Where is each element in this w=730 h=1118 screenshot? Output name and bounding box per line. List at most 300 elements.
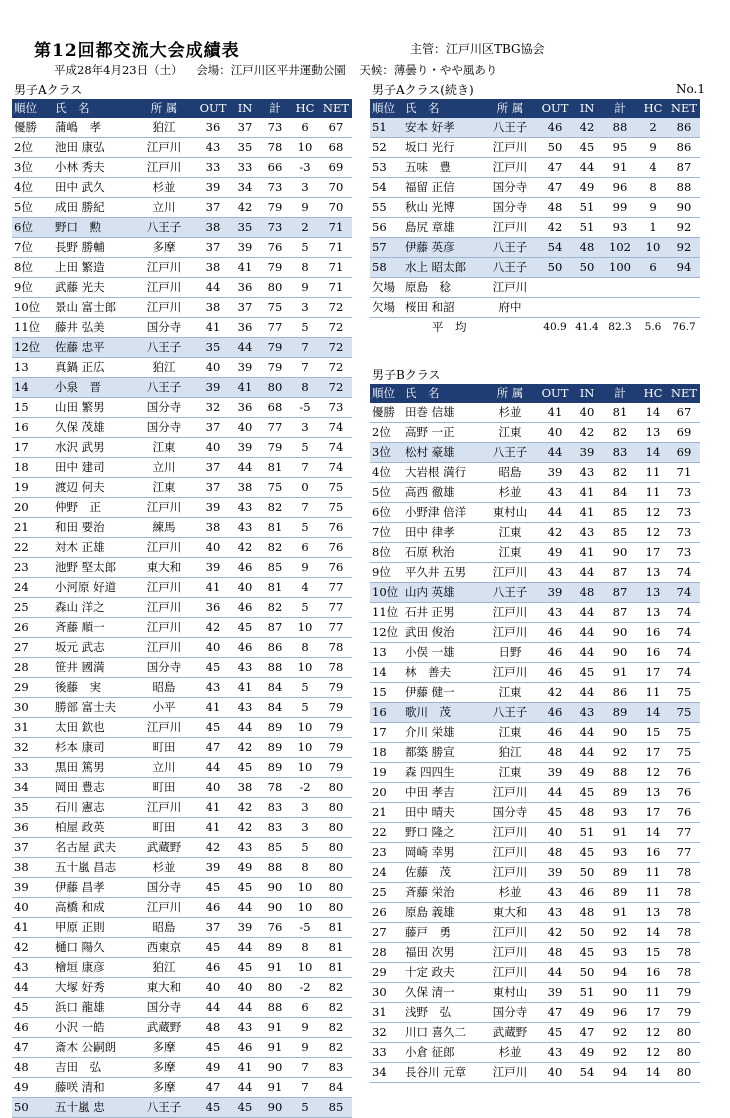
- col-rank: 44: [14, 980, 29, 994]
- col-total: 88: [267, 860, 283, 874]
- col-name: 藤咲 清和: [55, 1080, 105, 1094]
- col-total: 84: [267, 700, 283, 714]
- col-name: 森 四四生: [405, 765, 455, 779]
- col-rank: 30: [14, 700, 29, 714]
- col-in: 41: [237, 380, 253, 394]
- col-rank: 22: [14, 540, 29, 554]
- col-net: 71: [328, 220, 344, 234]
- col-in: 44: [579, 625, 595, 639]
- col-name: 斉藤 順一: [55, 620, 105, 634]
- col-rank: 29: [372, 965, 387, 979]
- col-out: 43: [205, 680, 221, 694]
- col-club: 立川: [152, 460, 176, 474]
- col-rank: 20: [372, 785, 387, 799]
- table-row: [370, 523, 700, 543]
- class-b-table: [370, 384, 700, 1083]
- table-row: [370, 983, 700, 1003]
- col-hc: 17: [645, 805, 661, 819]
- col-club: 武蔵野: [146, 840, 182, 854]
- col-name: 柏屋 政英: [55, 820, 105, 834]
- col-hc: 12: [645, 505, 661, 519]
- col-out: 43: [547, 485, 563, 499]
- col-net: 78: [676, 925, 692, 939]
- col-total: 89: [612, 785, 628, 799]
- col-club: 八王子: [146, 1100, 182, 1114]
- col-total: 78: [267, 780, 283, 794]
- col-rank: 31: [372, 1005, 387, 1019]
- col-rank: 13: [372, 645, 387, 659]
- col-total: 77: [267, 320, 283, 334]
- col-hc: 16: [645, 965, 661, 979]
- table-row: [370, 863, 700, 883]
- col-in: 44: [237, 460, 253, 474]
- col-hc: 5: [301, 440, 309, 454]
- col-out: 41: [205, 820, 221, 834]
- col-rank: 14: [14, 380, 29, 394]
- col-name: 平久井 五男: [405, 565, 467, 579]
- col-name: 斎木 公嗣朗: [55, 1040, 117, 1054]
- col-hc: 14: [645, 405, 661, 419]
- col-out: 40: [205, 360, 221, 374]
- col-total: 90: [267, 1100, 283, 1114]
- col-total: 90: [267, 880, 283, 894]
- col-in: 36: [237, 400, 253, 414]
- class-b-label: 男子Bクラス: [372, 368, 441, 382]
- col-name: 田中 建司: [55, 460, 105, 474]
- average-col-net: 76.7: [672, 321, 696, 333]
- col-in: 43: [237, 500, 253, 514]
- col-hc: 17: [645, 1005, 661, 1019]
- col-club: 江戸川: [146, 620, 182, 634]
- table-row: [370, 583, 700, 603]
- col-club: 八王子: [492, 445, 528, 459]
- col-hc: 10: [297, 140, 313, 154]
- col-club: 西東京: [146, 940, 182, 954]
- col-rank: 10位: [372, 585, 399, 599]
- col-in: 41: [237, 1060, 253, 1074]
- col-total: 93: [612, 845, 628, 859]
- col-net: 86: [676, 140, 692, 154]
- col-net: 73: [676, 545, 692, 559]
- document-title: 第12回都交流大会成績表: [34, 41, 240, 61]
- col-name: 小泉 晋: [55, 380, 101, 394]
- col-in: 54: [579, 1065, 595, 1079]
- col-in: 45: [579, 845, 595, 859]
- col-total: 85: [267, 560, 283, 574]
- col-in: 49: [579, 765, 595, 779]
- col-in: [572, 298, 602, 318]
- col-rank: 38: [14, 860, 29, 874]
- col-club: 江戸川: [146, 160, 182, 174]
- table-row: [12, 398, 352, 418]
- col-name: 小林 秀夫: [55, 160, 105, 174]
- col-rank: 30: [372, 985, 387, 999]
- table-row: [12, 658, 352, 678]
- col-net: 80: [328, 820, 344, 834]
- col-hc: 12: [645, 525, 661, 539]
- col-name: 池田 康弘: [55, 140, 105, 154]
- col-rank: 11位: [372, 605, 399, 619]
- col-out: 46: [205, 960, 221, 974]
- col-name: 長谷川 元章: [405, 1065, 467, 1079]
- col-hc: 13: [645, 565, 661, 579]
- col-hc: 16: [645, 645, 661, 659]
- col-name: 吉田 弘: [55, 1060, 101, 1074]
- header-col-name: 氏 名: [405, 101, 440, 115]
- col-out: 39: [205, 860, 221, 874]
- col-net: 75: [676, 745, 692, 759]
- col-rank: 19: [372, 765, 387, 779]
- table-row: [370, 218, 700, 238]
- col-out: 46: [205, 900, 221, 914]
- col-club: 江戸川: [492, 280, 528, 294]
- col-rank: 11位: [14, 320, 41, 334]
- col-net: 74: [676, 605, 692, 619]
- table-row: [12, 158, 352, 178]
- col-hc: 8: [649, 180, 657, 194]
- col-name: 秋山 光博: [405, 200, 455, 214]
- table-row: [12, 538, 352, 558]
- col-total: 77: [267, 420, 283, 434]
- table-row: [12, 558, 352, 578]
- col-hc: 14: [645, 1065, 661, 1079]
- col-net: 80: [328, 840, 344, 854]
- col-name: 大岩根 満行: [405, 465, 467, 479]
- col-out: 43: [547, 605, 563, 619]
- table-row: [12, 138, 352, 158]
- col-rank: 優勝: [14, 120, 37, 134]
- col-rank: 2位: [372, 425, 391, 439]
- col-club: 昭島: [152, 680, 176, 694]
- col-rank: 34: [372, 1065, 387, 1079]
- col-rank: 欠場: [372, 300, 395, 314]
- col-in: 49: [579, 1005, 595, 1019]
- col-in: 51: [579, 220, 595, 234]
- col-total: 92: [612, 925, 628, 939]
- col-net: 73: [676, 485, 692, 499]
- col-out: 45: [205, 940, 221, 954]
- col-hc: 10: [645, 240, 661, 254]
- average-row: [370, 318, 700, 338]
- col-out: 33: [205, 160, 221, 174]
- col-name: 真鍋 正広: [55, 360, 105, 374]
- table-row: [370, 463, 700, 483]
- col-net: 79: [676, 1005, 692, 1019]
- col-out: 37: [205, 480, 221, 494]
- col-net: 80: [328, 780, 344, 794]
- col-name: 都築 勝宣: [405, 745, 455, 759]
- table-row: [12, 458, 352, 478]
- col-total: 87: [612, 605, 628, 619]
- table-row: [370, 823, 700, 843]
- col-hc: 16: [645, 625, 661, 639]
- event-venue: 会場：江戸川区平井運動公園: [196, 63, 346, 77]
- table-row: [12, 578, 352, 598]
- col-rank: 25: [14, 600, 29, 614]
- table-row: [370, 843, 700, 863]
- col-hc: 9: [301, 200, 309, 214]
- col-total: 88: [612, 765, 628, 779]
- col-hc: 9: [301, 1040, 309, 1054]
- col-in: 44: [237, 720, 253, 734]
- col-in: 39: [579, 445, 595, 459]
- table-row: [370, 763, 700, 783]
- col-rank: 28: [372, 945, 387, 959]
- col-rank: 23: [14, 560, 29, 574]
- col-in: 41: [579, 545, 595, 559]
- col-in: 43: [237, 700, 253, 714]
- col-rank: 25: [372, 885, 387, 899]
- col-in: 50: [579, 260, 595, 274]
- col-in: 45: [579, 945, 595, 959]
- col-net: 79: [328, 740, 344, 754]
- col-hc: 14: [645, 705, 661, 719]
- col-in: 44: [579, 160, 595, 174]
- col-out: 45: [205, 1040, 221, 1054]
- col-rank: 32: [14, 740, 29, 754]
- col-name: 佐藤 茂: [405, 865, 451, 879]
- col-hc: [638, 298, 668, 318]
- col-name: 名古屋 武夫: [55, 840, 117, 854]
- col-total: 90: [267, 900, 283, 914]
- col-net: 92: [676, 220, 692, 234]
- col-hc: 17: [645, 665, 661, 679]
- table-row: [370, 903, 700, 923]
- col-rank: 19: [14, 480, 29, 494]
- col-name: 浅野 弘: [405, 1005, 451, 1019]
- col-name: 五十嵐 昌志: [55, 860, 117, 874]
- col-net: 74: [676, 585, 692, 599]
- table-row: [12, 298, 352, 318]
- col-rank: 6位: [14, 220, 33, 234]
- col-net: 79: [328, 720, 344, 734]
- table-header: [12, 99, 352, 118]
- col-name: 田巻 信雄: [405, 405, 455, 419]
- col-name: 斉藤 栄治: [405, 885, 455, 899]
- col-in: 39: [237, 240, 253, 254]
- col-net: 80: [676, 1025, 692, 1039]
- col-hc: 10: [297, 660, 313, 674]
- col-net: 69: [676, 445, 692, 459]
- col-in: 41: [237, 260, 253, 274]
- col-rank: 34: [14, 780, 29, 794]
- col-net: 73: [676, 505, 692, 519]
- col-name: 大塚 好秀: [55, 980, 105, 994]
- col-out: 48: [547, 745, 563, 759]
- col-name: 藤戸 勇: [405, 925, 451, 939]
- table-row: [12, 758, 352, 778]
- col-hc: 4: [649, 160, 657, 174]
- table-row: [370, 623, 700, 643]
- col-hc: 12: [645, 1045, 661, 1059]
- col-rank: 3位: [14, 160, 33, 174]
- col-club: 江戸川: [492, 140, 528, 154]
- col-club: 狛江: [152, 120, 176, 134]
- col-in: 42: [237, 820, 253, 834]
- header-col-hc: HC: [295, 101, 315, 115]
- col-net: 76: [676, 765, 692, 779]
- table-row: [370, 723, 700, 743]
- col-club: 府中: [498, 300, 522, 314]
- col-club: 八王子: [492, 585, 528, 599]
- table-row: [12, 618, 352, 638]
- col-club: 江戸川: [146, 640, 182, 654]
- col-net: 74: [676, 645, 692, 659]
- col-club: 武蔵野: [492, 1025, 528, 1039]
- table-row: [370, 423, 700, 443]
- col-club: 東大和: [146, 560, 182, 574]
- col-out: 44: [205, 280, 221, 294]
- col-club: 町田: [152, 740, 176, 754]
- col-total: 91: [612, 825, 628, 839]
- col-total: 93: [612, 805, 628, 819]
- table-row: [370, 783, 700, 803]
- col-hc: [638, 278, 668, 298]
- col-club: 国分寺: [146, 880, 182, 894]
- col-name: 石川 憲志: [55, 800, 105, 814]
- col-net: 76: [328, 520, 344, 534]
- table-row: [12, 338, 352, 358]
- col-net: 76: [676, 805, 692, 819]
- col-name: 対木 正雄: [55, 540, 105, 554]
- table-row: [370, 663, 700, 683]
- col-total: 87: [612, 565, 628, 579]
- col-out: 37: [205, 460, 221, 474]
- col-net: 86: [676, 120, 692, 134]
- col-net: 77: [676, 825, 692, 839]
- col-out: [538, 298, 572, 318]
- col-rank: 3位: [372, 445, 391, 459]
- col-total: 91: [267, 1020, 283, 1034]
- col-net: 74: [676, 665, 692, 679]
- col-club: 江戸川: [146, 800, 182, 814]
- col-total: 87: [612, 585, 628, 599]
- col-net: 79: [328, 760, 344, 774]
- col-name: 小河原 好道: [55, 580, 117, 594]
- col-hc: 8: [301, 640, 309, 654]
- col-rank: 33: [372, 1045, 387, 1059]
- col-net: 81: [328, 920, 344, 934]
- table-row: [12, 1058, 352, 1078]
- col-rank: 14: [372, 665, 387, 679]
- col-hc: 10: [297, 720, 313, 734]
- col-rank: 26: [372, 905, 387, 919]
- col-rank: 52: [372, 140, 387, 154]
- col-total: 90: [267, 1060, 283, 1074]
- col-name: 笹井 國満: [55, 660, 105, 674]
- col-total: 88: [612, 120, 628, 134]
- col-out: 45: [547, 1025, 563, 1039]
- col-net: 76: [328, 560, 344, 574]
- col-name: 森山 洋之: [55, 600, 105, 614]
- col-name: 浜口 龍雄: [55, 1000, 105, 1014]
- col-total: 83: [612, 445, 628, 459]
- col-rank: 12位: [372, 625, 399, 639]
- col-hc: 11: [645, 885, 661, 899]
- col-total: 82: [612, 465, 628, 479]
- col-in: 50: [579, 865, 595, 879]
- col-name: 武藤 光夫: [55, 280, 105, 294]
- col-total: 79: [267, 260, 283, 274]
- col-in: 50: [579, 965, 595, 979]
- col-hc: 6: [301, 540, 309, 554]
- col-in: 40: [579, 405, 595, 419]
- col-hc: 11: [645, 865, 661, 879]
- col-net: 77: [328, 620, 344, 634]
- col-net: 82: [328, 1040, 344, 1054]
- col-net: 79: [676, 985, 692, 999]
- col-name: 藤井 弘美: [55, 320, 105, 334]
- col-net: 78: [676, 905, 692, 919]
- col-rank: 15: [372, 685, 387, 699]
- table-row: [370, 178, 700, 198]
- col-rank: 8位: [14, 260, 33, 274]
- col-out: 37: [205, 420, 221, 434]
- col-in: 40: [237, 980, 253, 994]
- col-total: 76: [267, 920, 283, 934]
- col-total: 82: [267, 540, 283, 554]
- col-total: 79: [267, 360, 283, 374]
- col-name: 福田 次男: [405, 945, 455, 959]
- col-hc: 13: [645, 785, 661, 799]
- col-in: 44: [237, 900, 253, 914]
- col-net: 69: [676, 425, 692, 439]
- col-net: 80: [676, 1065, 692, 1079]
- col-name: 山内 英雄: [405, 585, 455, 599]
- col-rank: 5位: [14, 200, 33, 214]
- col-total: 68: [267, 400, 283, 414]
- col-rank: 48: [14, 1060, 29, 1074]
- col-in: 34: [237, 180, 253, 194]
- col-name: 原島 義雄: [405, 905, 455, 919]
- col-club: 江戸川: [146, 600, 182, 614]
- col-out: 44: [205, 760, 221, 774]
- col-rank: 欠場: [372, 280, 395, 294]
- col-net: 74: [676, 565, 692, 579]
- col-total: 102: [609, 240, 631, 254]
- col-name: 和田 要治: [55, 520, 105, 534]
- col-total: 83: [267, 800, 283, 814]
- col-total: 85: [267, 840, 283, 854]
- table-row: [370, 943, 700, 963]
- col-out: 39: [205, 180, 221, 194]
- col-rank: 10位: [14, 300, 41, 314]
- col-total: 91: [612, 905, 628, 919]
- col-rank: 39: [14, 880, 29, 894]
- col-club: 武蔵野: [146, 1020, 182, 1034]
- col-total: 81: [267, 460, 283, 474]
- col-net: 67: [328, 120, 344, 134]
- col-out: 47: [205, 1080, 221, 1094]
- table-row: [370, 278, 700, 298]
- col-in: 42: [237, 740, 253, 754]
- col-hc: 5: [301, 240, 309, 254]
- col-net: 72: [328, 300, 344, 314]
- col-net: 78: [328, 640, 344, 654]
- col-hc: 10: [297, 740, 313, 754]
- col-club: 東村山: [492, 985, 528, 999]
- col-hc: 12: [645, 1025, 661, 1039]
- col-total: 96: [612, 1005, 628, 1019]
- col-in: 41: [237, 680, 253, 694]
- col-club: 杉並: [498, 885, 522, 899]
- col-out: 48: [547, 200, 563, 214]
- header-col-in: IN: [579, 101, 595, 115]
- col-in: 49: [579, 180, 595, 194]
- col-rank: 7位: [14, 240, 33, 254]
- table-row: [12, 178, 352, 198]
- col-club: 国分寺: [146, 420, 182, 434]
